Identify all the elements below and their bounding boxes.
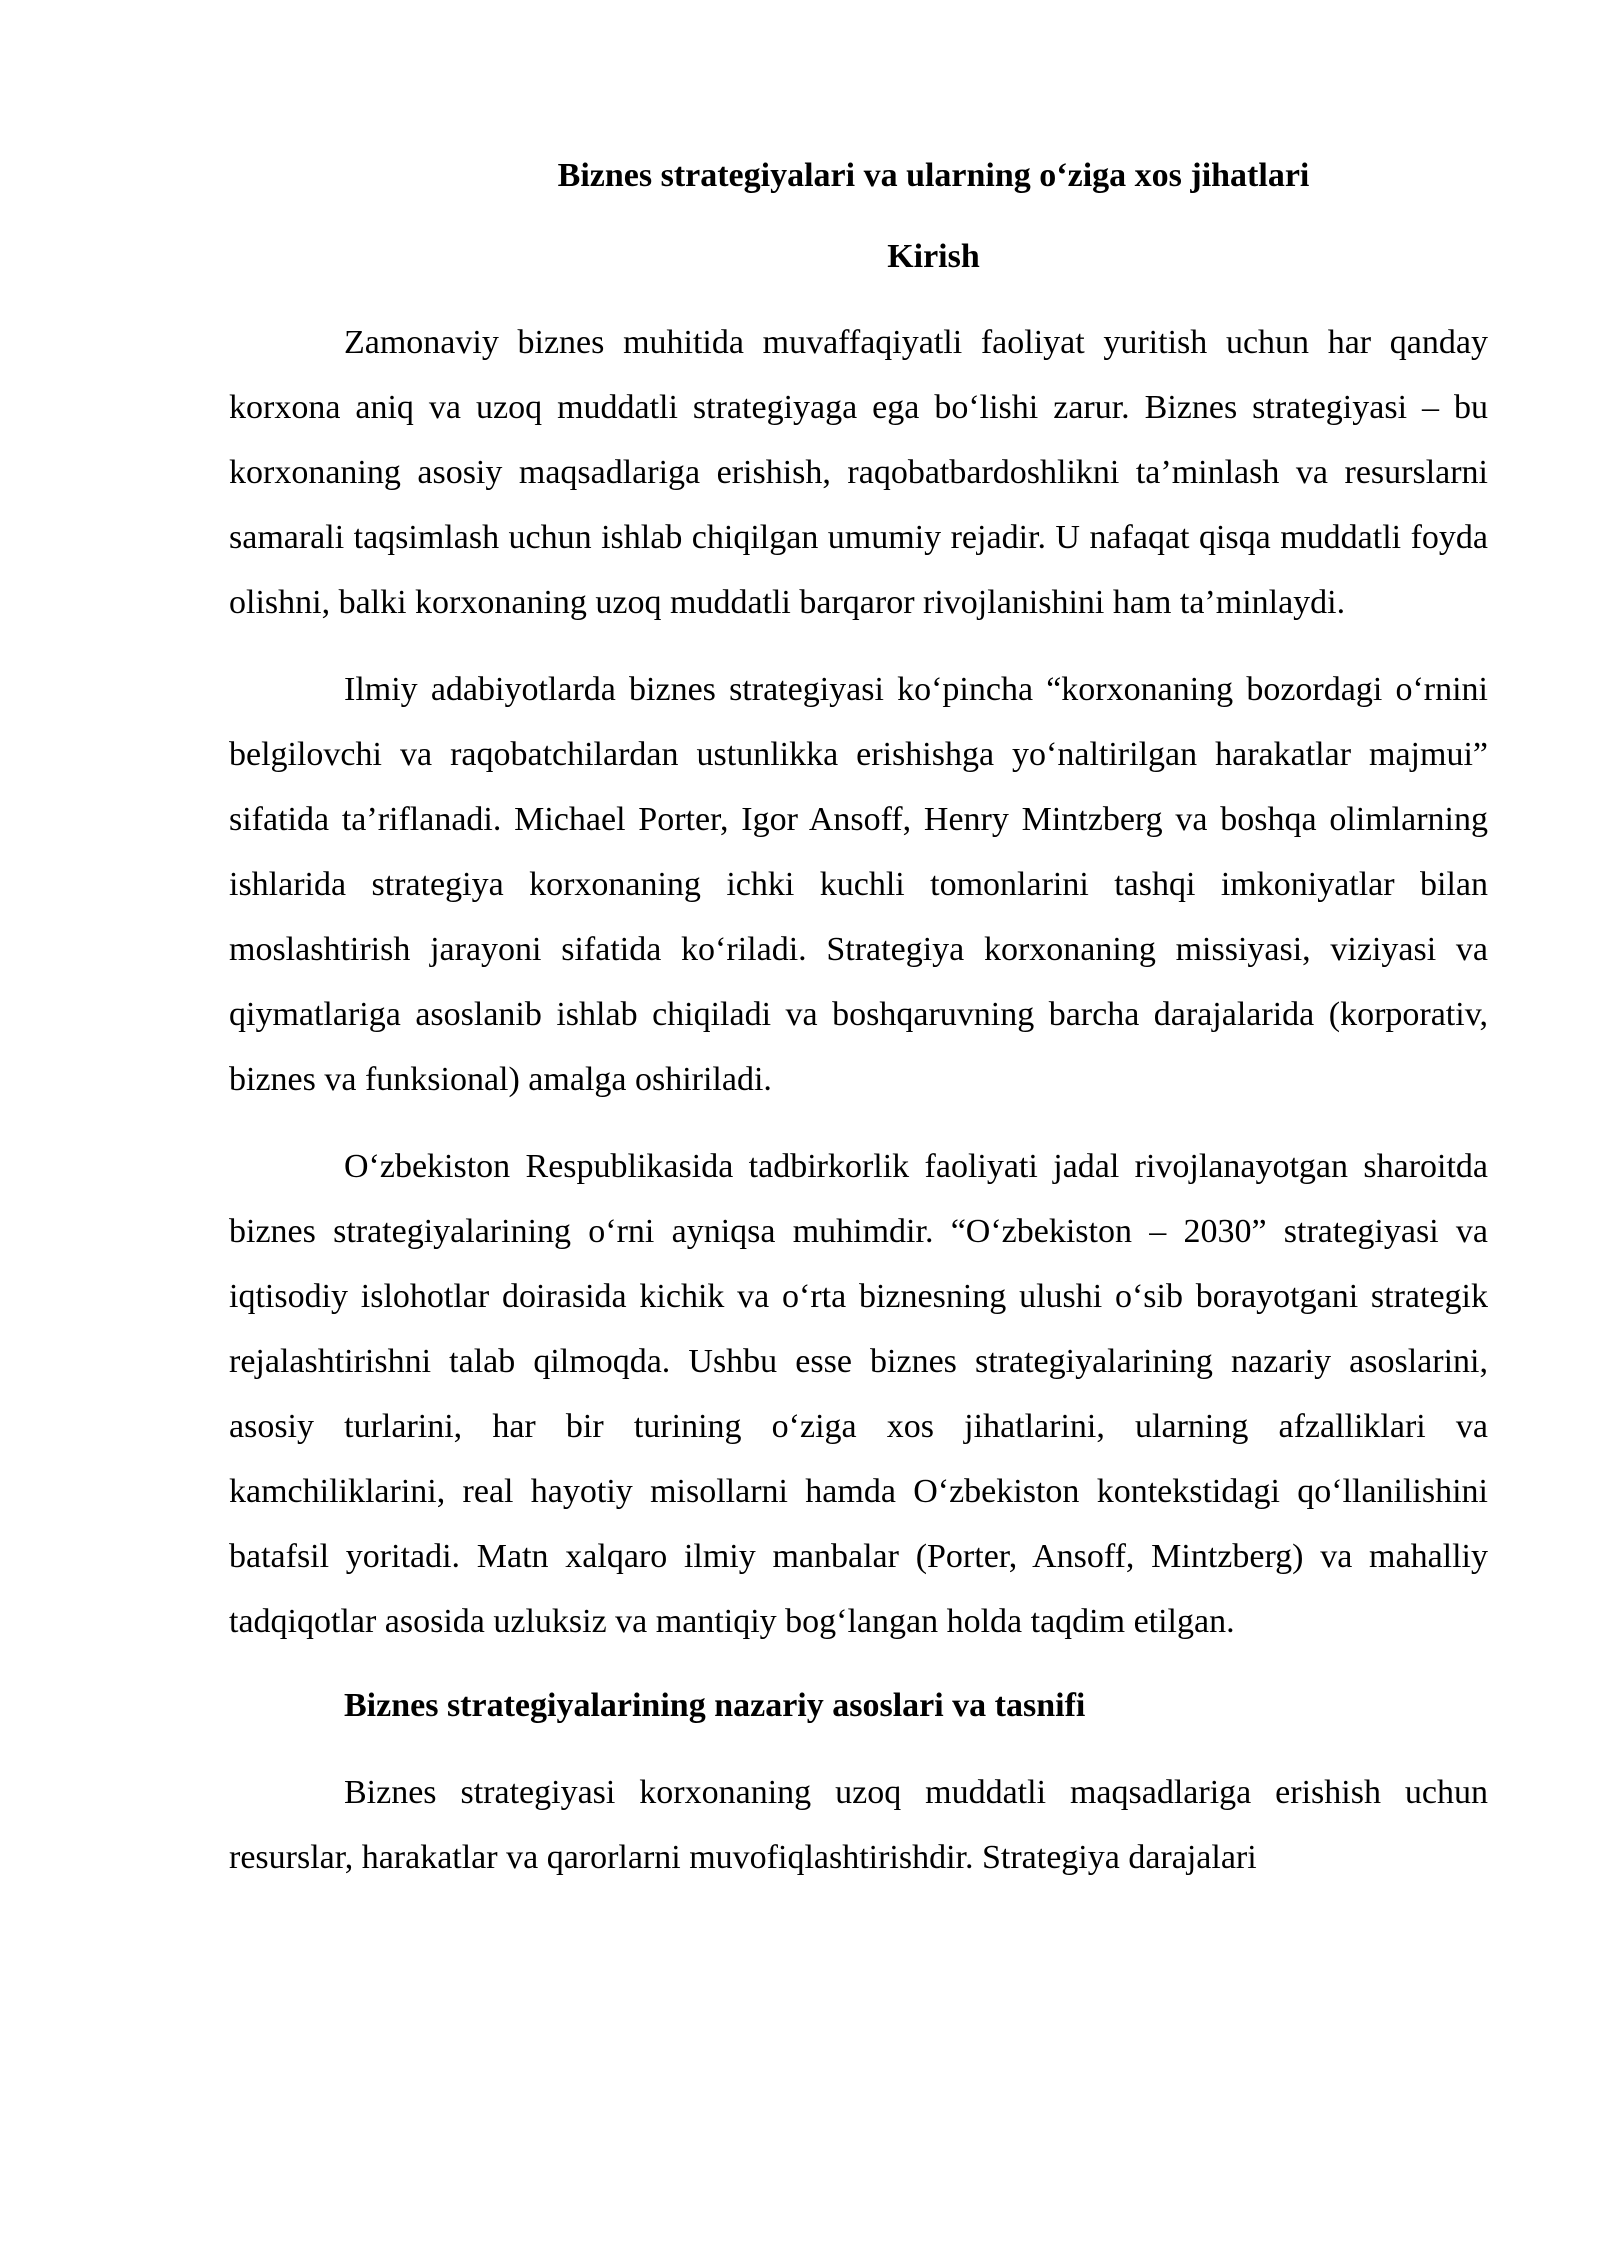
intro-paragraph-2: Ilmiy adabiyotlarda biznes strategiyasi ko‘pincha “korxonaning bozordagi o‘rnini belgilovchi va raqobatchilardan ustunlikka erishishga yo‘naltirilgan harakatlar majmui” sifatida ta’riflanadi. Michael Porter, Igor Ansoff, Henry Mintzberg va boshqa olimlarning ishlarida strategiya korxonaning ichki kuchli tomonlarini tashqi imkoniyatlar bilan moslashtirish jarayoni sifatida ko‘riladi. Strategiya korxonaning missiyasi, viziyasi va qiymatlariga asoslanib ishlab chiqiladi va boshqaruvning barcha darajalarida (korporativ, biznes va funksional) amalga oshiriladi. [229, 671, 1488, 1098]
theory-paragraph-1: Biznes strategiyasi korxonaning uzoq muddatli maqsadlariga erishish uchun resurslar, harakatlar va qarorlarni muvofiqlashtirishdir. Strategiya darajalari [229, 1774, 1488, 1876]
document-body [229, 146, 1488, 1912]
section-heading-intro: Kirish [887, 238, 980, 275]
intro-paragraph-1: Zamonaviy biznes muhitida muvaffaqiyatli faoliyat yuritish uchun har qanday korxona aniq va uzoq muddatli strategiyaga ega bo‘lishi zarur. Biznes strategiyasi – bu korxonaning asosiy maqsadlariga erishish, raqobatbardoshlikni ta’minlash va resurslarni samarali taqsimlash uchun ishlab chiqilgan umumiy rejadir. U nafaqat qisqa muddatli foyda olishni, balki korxonaning uzoq muddatli barqaror rivojlanishini ham ta’minlaydi. [229, 324, 1488, 621]
intro-paragraph-3: O‘zbekiston Respublikasida tadbirkorlik faoliyati jadal rivojlanayotgan sharoitda biznes strategiyalarining o‘rni ayniqsa muhimdir. “O‘zbekiston – 2030” strategiyasi va iqtisodiy islohotlar doirasida kichik va o‘rta biznesning ulushi o‘sib borayotgani strategik rejalashtirishni talab qilmoqda. Ushbu esse biznes strategiyalarining nazariy asoslarini, asosiy turlarini, har bir turining o‘ziga xos jihatlarini, ularning afzalliklari va kamchiliklarini, real hayotiy misollarni hamda O‘zbekiston kontekstidagi qo‘llanilishini batafsil yoritadi. Matn xalqaro ilmiy manbalar (Porter, Ansoff, Mintzberg) va mahalliy tadqiqotlar asosida uzluksiz va mantiqiy bog‘langan holda taqdim etilgan. [229, 1148, 1488, 1640]
document-title: Biznes strategiyalari va ularning o‘ziga xos jihatlari [557, 157, 1310, 194]
section-heading-theory: Biznes strategiyalarining nazariy asoslari va tasnifi [344, 1687, 1086, 1724]
